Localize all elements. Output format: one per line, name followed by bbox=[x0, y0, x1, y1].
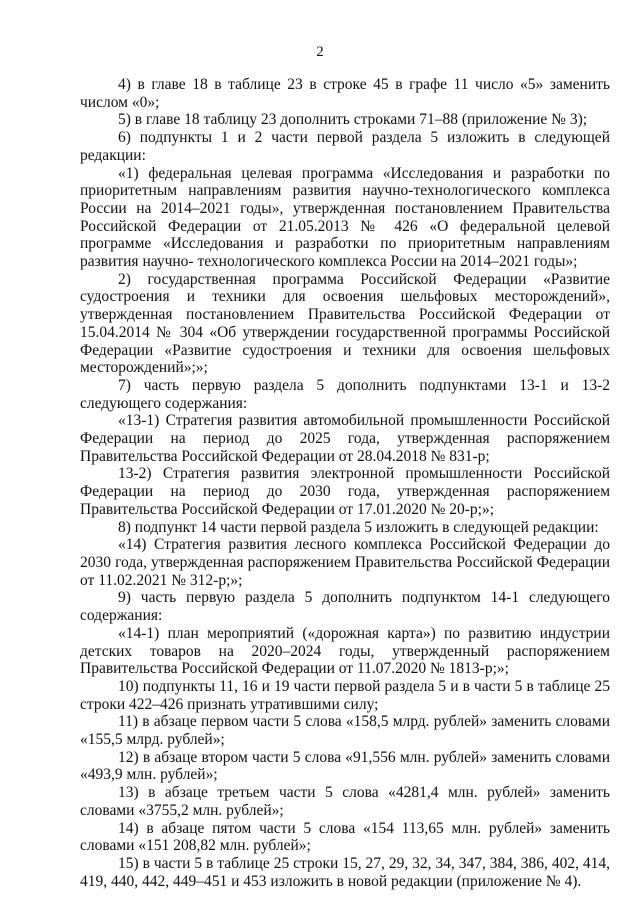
page-number: 2 bbox=[316, 44, 324, 60]
paragraph-item-10: 10) подпункты 11, 16 и 19 части первой раздела 5 и в части 5 в таблице 25 строки 422–426 признать утратившими силу; bbox=[80, 677, 610, 713]
paragraph-item-8: 8) подпункт 14 части первой раздела 5 изложить в следующей редакции: bbox=[118, 518, 599, 536]
paragraph-item-11: 11) в абзаце первом части 5 слова «158,5 млрд. рублей» заменить словами «155,5 млрд. рублей»; bbox=[80, 713, 610, 749]
paragraph-item-9: 9) часть первую раздела 5 дополнить подпунктом 14-1 следующего содержания: bbox=[80, 589, 610, 625]
paragraph-subitem-2: 2) государственная программа Российской Федерации «Развитие судостроения и техники для освоения шельфовых месторождений», утвержденная постановлением Правительства Российской Федерации от 15.04.2014 № 304 «Об утверждении государственной программы Российской Федерации «Развитие судостроения и техники для освоения шельфовых месторождений»;»; bbox=[80, 270, 610, 377]
paragraph-subitem-14: «14) Стратегия развития лесного комплекса Российской Федерации до 2030 года, утвержденная распоряжением Правительства Российской Федерации от 11.02.2021 № 312-р;»; bbox=[80, 536, 610, 589]
paragraph-subitem-13-1: «13-1) Стратегия развития автомобильной промышленности Российской Федерации на период до 2025 года, утвержденная распоряжением Правительства Российской Федерации от 28.04.2018 № 831-р; bbox=[80, 412, 610, 465]
paragraph-item-12: 12) в абзаце втором части 5 слова «91,556 млн. рублей» заменить словами «493,9 млн. рублей»; bbox=[80, 748, 610, 784]
paragraph-subitem-13-2: 13-2) Стратегия развития электронной промышленности Российской Федерации на период до 2030 года, утвержденная распоряжением Правительства Российской Федерации от 17.01.2020 № 20-р;»; bbox=[80, 465, 610, 518]
paragraph-item-4: 4) в главе 18 в таблице 23 в строке 45 в графе 11 число «5» заменить числом «0»; bbox=[80, 76, 610, 111]
paragraph-item-7: 7) часть первую раздела 5 дополнить подпунктами 13-1 и 13-2 следующего содержания: bbox=[80, 376, 610, 412]
paragraph-item-13: 13) в абзаце третьем части 5 слова «4281,4 млн. рублей» заменить словами «3755,2 млн. рублей»; bbox=[80, 784, 610, 819]
paragraph-subitem-14-1: «14-1) план мероприятий («дорожная карта») по развитию индустрии детских товаров на 2020–2024 годы, утвержденный распоряжением Правительства Российской Федерации от 11.07.2020 № 1813-р;»; bbox=[80, 624, 610, 678]
paragraph-item-14: 14) в абзаце пятом части 5 слова «154 113,65 млн. рублей» заменить словами «151 208,82 млн. рублей»; bbox=[80, 819, 610, 855]
document-body bbox=[80, 76, 610, 890]
paragraph-item-6: 6) подпункты 1 и 2 части первой раздела 5 изложить в следующей редакции: bbox=[80, 129, 610, 164]
paragraph-item-5: 5) в главе 18 таблицу 23 дополнить строками 71–88 (приложение № 3); bbox=[118, 111, 588, 129]
paragraph-item-15: 15) в части 5 в таблице 25 строки 15, 27, 29, 32, 34, 347, 384, 386, 402, 414, 419, 440, 442, 449–451 и 453 изложить в новой редакции (приложение № 4). bbox=[80, 854, 610, 890]
paragraph-subitem-1: «1) федеральная целевая программа «Исследования и разработки по приоритетным направлениям развития научно-технологического комплекса России на 2014–2021 годы», утвержденная постановлением Правительства Российской Федерации от 21.05.2013 № 426 «О федеральной целевой программе «Исследования и разработки по приоритетным направлениям развития научно- технологического комплекса России на 2014–2021 годы»; bbox=[80, 164, 610, 271]
